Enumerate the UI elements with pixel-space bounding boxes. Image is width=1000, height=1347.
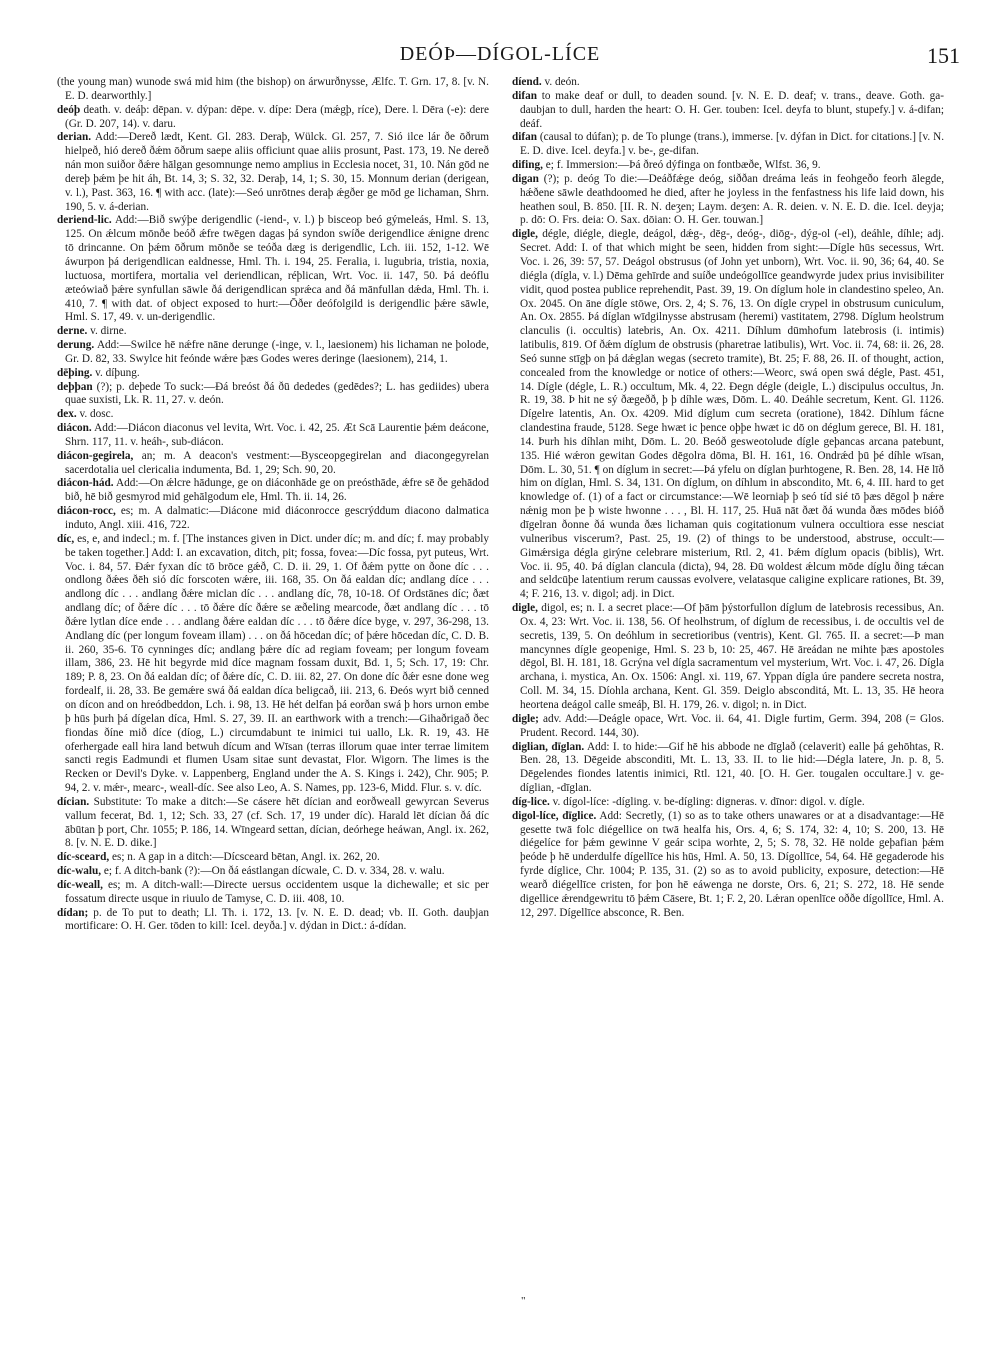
entry-text: Add: I. to hide:—Gif hē his abbode ne dīglað (celaverit) ealle þá gehōhtas, R. Ben. 28, 13. Dēgeide absconditi, Mt. L. 13, 33. II. to lie hid:—Dégla latere, Jn. p. 8, 5. Dēgelendes fiondes latentis inimici, Rtl. 121, 40. [O. H. Ger. tougalen occultare.] v. ge-díglian, -dīglan. <box>520 740 944 795</box>
entry-headword: díend. <box>512 76 542 88</box>
footer-mark: " <box>521 1295 526 1307</box>
entry-text: (?); p. deþede To suck:—Ðá breóst ðá ðū dededes (gedēdes?; L. has gediides) ubera quae suxisti, Lk. R. 11, 27. v. deón. <box>65 380 489 407</box>
dictionary-entry <box>57 76 489 104</box>
dictionary-entry <box>57 907 489 935</box>
entry-headword: difan <box>512 89 538 102</box>
entry-text: digol, es; n. I. a secret place:—Of þām þýstorfullon díglum de latebrosis recessibus, An. Ox. 4, 23: Wrt. Voc. ii. 138, 56. Of heolhstrum, of díglum de recessibus, i. de occultis vel de secretis, 139, 5. On deóhlum in secretioribus (ventris), Kent. Gl. 765. II. a secret:—Þ man mancynnes dígle geopenige, Hml. S. 23 b, 10: 25, 467. Hē āreádan ne mihte þæs apostoles dēgol, Bl. H. 181, 18. Gcrýna vel dígla sacramentum vel mysterium, Wrt. Voc. i. 47, 26. Dígla archana, i. mystica, An. Ox. 1506: Angl. xi. 119, 67. Yppan dígla úre pandere secreta nostra, Coll. M. 34, 15. Díohla archana, Kent. Gl. 359. Deiglo absconditá, Mt. L. 13, 35. Hē heora heortena deágol calle smeáþ, Bl. H. 179, 26. v. digol; n. in Dict. <box>520 602 945 711</box>
dictionary-entry <box>57 796 489 851</box>
entry-text: an; m. A deacon's vestment:—Bysceopgegirelan and diacongegyrelan sacerdotalia uel clericalia indumenta, Bd. 1, 29; Sch. 90, 20. <box>65 449 490 476</box>
dictionary-entry <box>57 104 489 132</box>
entry-headword: deóþ <box>57 103 81 116</box>
entry-headword: díc-sceard, <box>57 851 110 864</box>
entry-text: Add:—On ǽlcre hādunge, ge on diáconhāde ge on preósthāde, ǽfre sē ðe gehādod bið, hē bið gesmyrod mid gehālgodum ele, Hml. Th. ii. 14, 26. <box>65 477 489 504</box>
entry-headword: diácon-hád. <box>57 477 114 490</box>
entry-headword: digol-líce, dīglice. <box>512 809 597 822</box>
page-number: 151 <box>927 43 960 68</box>
entry-text: e; f. A ditch-bank (?):—On ðá eástlangan dícwale, C. D. v. 334, 28. v. walu. <box>103 865 445 878</box>
entry-headword: diácon-gegirela, <box>57 449 134 462</box>
entry-headword: diglian, dīglan. <box>512 740 585 753</box>
entry-text: e; f. Immersion:—Þá ðreó dýfinga on fontbæðe, Wlfst. 36, 9. <box>545 159 821 172</box>
entry-headword: digle, <box>512 228 538 241</box>
entry-text: v. díþung. <box>95 366 140 379</box>
dictionary-entry <box>57 131 489 214</box>
entry-text: (?); p. deóg To die:—Deáðfǽge deóg, siððan dreáma leás in feohgeðo feorh ālegde, hǽðene sāwle deathdoomed he died, after he joyless in the fenfastness his life laid down, his heathen soul, B. 850. [II. R. N. deʒen; Laym. deʒen: A. R. deien. v. N. E. D. die. Icel. deyja; p. dō: O. Frs. deia: O. Sax. dōian: O. H. Ger. touwan.] <box>520 172 945 227</box>
entry-text: v. dosc. <box>79 408 114 421</box>
entry-headword: difing, <box>512 159 543 172</box>
entry-headword: dex. <box>57 408 77 421</box>
entry-text: to make deaf or dull, to deaden sound. [v. N. E. D. deaf; v. trans., deave. Goth. ga-daubjan to dull, harden the heart: O. H. Ger. touben: Icel. deyfa to blunt, stupefy.] v. á-difan; deáf. <box>520 89 944 130</box>
entry-headword: díc-weall, <box>57 878 103 891</box>
entry-text: death. v. deáþ: dēpan. v. dýpan: dēpe. v. dípe: Dera (mǽgþ, ríce), Dere. l. Dēra (-e): dere (Gr. D. 207, 14). v. daru. <box>65 103 489 130</box>
dictionary-entry <box>512 713 944 741</box>
dictionary-entry <box>512 90 944 132</box>
entry-text: es; m. A ditch-wall:—Directe uersus occidentem usque la dichewalle; et sic per fossatum directe usque in riuulo de Tamyse, C. D. iii. 408, 10. <box>65 878 490 905</box>
entry-headword: digan <box>512 172 539 185</box>
entry-text: es; m. A dalmatic:—Diácone mid diáconrocce gescrýddum diacono dalmatica induto, Angl. xiii. 416, 722. <box>65 505 490 531</box>
entry-headword: diácon. <box>57 422 92 435</box>
entry-headword: digle, <box>512 602 538 615</box>
entry-text: Substitute: To make a ditch:—Se cásere hēt dícian and eorðweall gewyrcan Severus vallum fecerat, Bd. 1, 12; Sch. 33, 27 (cf. Sch. 17, 19 under díc). Harald lēt dícian ðá díc ābūtan þ port, Chr. 1055; P. 186, 14. Wīngeard settan, dícian, deórhege heáwan, Angl. ix. 262, 8. [v. N. E. D. dike.] <box>65 795 489 850</box>
entry-text: Add:—Dereð lædt, Kent. Gl. 283. Deraþ, Wülck. Gl. 257, 7. Sió ilce lár ðe ōðrum hielpeð, hió dereð ðǽm ōðrum saepe aliis officiunt quae aliis prosunt, Past. 173, 19. Ne dereð nán mon suiðor ðǽre hālgan gesomnunge nemo amplius in Ecclesia nocet, 31, 10. Nán gōd ne dereþ þǽm þe hit áh, Bt. 14, 3; S. 32, 32. Deraþ, 14, 1; S. 30, 15. Monnum derian (derigean, v. l.), Past. 363, 16. ¶ with acc. (late):—Seó unrōtnes deraþ ǽgðer ge mōd ge lichaman, Shrn. 190, 5. v. á-derian. <box>65 131 489 213</box>
dictionary-entry <box>57 339 489 367</box>
dictionary-entry <box>57 325 489 339</box>
entry-text: es, e, and indecl.; m. f. [The instances given in Dict. under díc; m. and díc; f. may probably be taken together.] Add: I. an excavation, ditch, pit; fossa, fovea:—Díc fossa, pyt puteus, Wrt. Voc. i. 84, 57. Ðǽr fyxan díc tō brōce gǽð, C. D. ii. 29, 1. Of ðǽm pytte on ðone díc . . . ondlong ðǽes ðēh sió díc forscoten wǽre, iii. 168, 35. On ðá ealdan díc; andlang díce . . . andlong díc . . . andlang ðǽre miclan díc . . . andlang díc, 78, 10-18. Of Ordstānes díc; ðæt andlang díc; of ðǽre díc . . . tō ðǽre díc ðǽre se æðeling mearcode, ðæt andlang díc . . . tō ðǽre lytlan díce ende . . . andlang ðǽre ealdan díc . . . tō ðǽre díce byge, v. 297, 36-298, 13. Andlang díc (per longum foveam illam) . . . on ðá hōcedan díc; of þǽre hōcedan díc, C. D. B. ii. 260, 35-6. Tō cynninges díc; andlang þǽre díc ad regiam foveam; per longum foveam illam, 386, 23. Hē hit begyrde mid díce magnam fossam duxit, Bd. 1, 5; Sch. 17, 19: Chr. 189; P. 8, 23. On ðá ealdan díc; of ðǽre díc, C. D. iii. 82, 27. On done díc ðǽr esne done weg fordealf, ii. 28, 33. Be gemǽre swá ðá ealdan díca beligcað, iii. 213, 6. Ðeós wyrt bið cenned on dícon and on hreódbeddon, Lch. i. 98, 13. Hē hét delfan þá eorðan swá þ hors urnon embe þ hūs þurh þá dígelan díca, Hml. S. 27, 39. II. an earthwork with a trench:—Gihaðrigað ðec fiondas ðíne mið díce (díog, L.) circumdabunt te inimici tui uallo, Lk. R. 19, 43. Hē oferhergade eall hira land betwuh dícum and Wīsan (terras illorum quae inter terrae limitem sancti regis Eadmundi et flumen Usam sitae sunt devastat, Flor. Wigorn. The limes is the Recken or Devil's Dyke. v. Lappenberg, England under the A. S. Kings i. 242), Chr. 905; P. 94, 2. v. mǽr-, mearc-, weall-díc. See also Leo, A. S. Names, pp. 123-6, Midd. Flur. s. v. díc. <box>65 532 490 795</box>
dictionary-entry <box>512 76 944 90</box>
entry-text: Add:—Swilce hē nǽfre nāne derunge (-inge, v. l., laesionem) his lichaman ne þolode, Gr. D. 82, 33. Swylce hit feónde wǽre þæs Godes weres deringe (laesionem), 214, 1. <box>65 339 489 365</box>
entry-headword: deþþan <box>57 380 93 393</box>
entry-text: Add: Secretly, (1) so as to take others unawares or at a disadvantage:—Hē gesette twā folc diégellice on twā healfa his, Ors. 4, 6; S. 174, 32: 4, 10; S. 200, 13. Hē diégelíce for þǽm gewinne V geár scipa worhte, 2, 5; S. 78, 32. Hē nolde geþafian þǽm þeóde þ hē underdulfe dígellīce his hūs, Hml. A. 50, 13. Dígollīce, 54, 64. Hē gegaderode his fyrde díglice, Chr. 1004; P. 135, 31. (2) so as to avoid publicity, exposure, detection:—Hē wearð diégellīce cristen, for þon hē eáwenga ne dorste, Ors. 6, 21; S. 272, 18. Hē sende digellice ǽrendgewritu tō þǽm Cāsere, Bt. 1; F. 2, 20. Lǽran openlīce oððe dígollīce, Hml. A. 12, 297. Dígellīce absconce, R. Ben. <box>520 809 944 919</box>
dictionary-entry <box>57 408 489 422</box>
entry-text: v. dirne. <box>90 325 127 338</box>
right-column <box>512 76 944 920</box>
entry-headword: díc-walu, <box>57 865 102 878</box>
dictionary-entry <box>57 533 489 796</box>
page-header <box>40 43 960 73</box>
entry-headword: dēþing. <box>57 366 93 379</box>
dictionary-entry <box>57 505 489 533</box>
entry-headword: derung. <box>57 339 95 352</box>
entry-headword: deriend-lic. <box>57 214 112 227</box>
entry-text: adv. Add:—Deágle opace, Wrt. Voc. ii. 64, 41. Digle furtim, Germ. 394, 208 (= Glos. Prudent. Record. 144, 30). <box>520 712 945 739</box>
entry-text: (causal to dúfan); p. de To plunge (trans.), immerse. [v. dýfan in Dict. for citations.] [v. N. E. D. dive. Icel. deyfa.] v. be-, ge-difan. <box>520 131 945 158</box>
entry-text: dégle, diégle, diegle, deágol, dǽg-, dēg-, deóg-, diōg-, dýg-ol (-el), deáhle, díhle; adj. Secret. Add: I. of that which might be seen, hidden from sight:—Dígle hūs secessus, Wrt. Voc. i. 26, 39: 57, 57. Deágol obstrusus (of John yet unborn), Wrt. Voc. ii. 90, 36; 64, 40. Se diégla (dígla, v. l.) Dēma gehīrde and suíðe undeógollīce geandwyrde judex prius invisibiliter vidit, quod postea publice reprehendit, Past. 39, 19. On díglum hole in clandestino speleo, An. Ox. 2045. On āne dígle stōwe, Ors. 2, 4; S. 76, 13. On dígle crypel in obstrusum cuniculum, An. Ox. 2855. Þá díglan wīdgilnysse abstrusam (heremi) vastitatem, 2798. Díglum heolstrum clanculis (i. occultis) latebris, An. Ox. 4211. Díhlum dūmhofum latebrosis (i. intimis) latibulis, 819. Of ðǽm díglum de obstrusis (pharetrae latibulis), Wrt. Voc. ii. 74, 68: ii. 26, 28. Seó sunne stīgþ on þá dǽglan wegas (secreto tramite), Bt. 25; F. 88, 26. II. of thought, action, concealed from the knowledge or notice of others:—Weorc, swá open swá dégle, Past. 451, 14. Dígle (dégle, L. R.) occultum, Mk. 4, 22. Ðegn dégle (deigle, L.) discipulus occultus, Jn. R. 19, 38. Þ hit ne sý ðægeðð, þ þ díhle wæs, Dōm. L. 40. Deáhle secretum, Kent. Gl. 1126. Dígelre latentis, An. Ox. 4209. Mid díglum cum secreta (oratione), 1842. Díhlum fácne clandestina fraude, 5128. Sege hwæt ic þence oþþe hwæt ic dō on déglum gerece, Bl. H. 181, 14. Þurh his díhlan miht, Dōm. L. 20. Beóð gesweotolude dígle geþancas arcana patebunt, 135. Hié wǽron gewitan Godes dēgolra dōma, Bl. H. 161, 16. Ondrǽd þū þé díhle wīsan, Dōm. L. 30, 51. ¶ on díglum in secret:—Þá yfelu on díglan þurhtogene, R. Ben. 28, 14. Hē līð him on díglan, Hml. S. 34, 131. On díglum, on díhlum in abscondito, Mt. 6, 4. III. hard to get knowledge of. (1) of a fact or circumstance:—Wē leorniaþ þ seó tíd sié tō þæs dēgol þ nǽre nǽnig mon þe þ wiste hwonne . . . , Bl. H. 117, 25. Huā nāt ðæt ðá wunda ðæs mōdes bióð dīgelran ðonne ðá wunda ðæs lichaman quis cogitationum vulnera occultiora esse nesciat vulneribus viscerum?, Past. 25, 19. (2) of things to be understood, abstruse, occult:—Gimǽrsiga dégla girýne celebrare misterium, Rtl. 2, 41. Þǽm díglum opacis (biblis), Wrt. Voc. ii. 95, 40. Þá díglan clancula (dicta), 94, 28. Ðū woldest ǽlcum mōde díglu ðing tǽcan and seldcūþe latentium rerum caussas evolvere, velatasque caligine explicare rationes, Bt. 39, 4; F. 216, 13. v. digol; adj. in Dict. <box>520 228 944 601</box>
entry-text: p. de To put to death; Ll. Th. i. 172, 13. [v. N. E. D. dead; vb. II. Goth. dauþjan mortificare: O. H. Ger. tōden to kill: Icel. deyða.] v. dýdan in Dict.: á-dídan. <box>65 906 490 933</box>
dictionary-entry <box>57 450 489 478</box>
entry-headword: difan <box>512 131 538 144</box>
entry-text: Add:—Bið swýþe derigendlic (-iend-, v. l.) þ bisceop beó gýmeleás, Hml. S. 13, 125. On ǽlcum mōnðe beóð ǽfre twēgen dagas þá syndon swíðe derigendlice ǽnigne drenc tō drincanne. On þǽm ōðrum mōnðe se teóða dæg is derigendlic, Lch. iii. 152, 1-12. Wē áwurpon þá derigendlican ealdnesse, Hml. Th. i. 194, 25. Feralia, i. lugubria, tristia, noxia, luctuosa, mortifera, mortalia vel deriendlican, réþlican, Wrt. Voc. ii. 147, 50. Þá deóflu æteówiað þǽre synfullan sāwle ðá derigendlican sprǽca and ðá mānfullan dǽda, Hml. Th. i. 410, 7. ¶ with dat. of object exposed to hurt:—Ōðer deófolgild is derigendlic þǽre sāwle, Hml. S. 17, 49. v. un-derigendlic. <box>65 214 489 324</box>
dictionary-entry <box>512 173 944 228</box>
dictionary-entry <box>512 131 944 159</box>
entry-headword: díc, <box>57 532 75 545</box>
entry-text: Add:—Diácon diaconus vel levita, Wrt. Voc. i. 42, 25. Æt Scā Laurentie þǽm deácone, Shrn. 117, 11. v. heáh-, sub-diácon. <box>65 422 489 448</box>
dictionary-entry <box>57 367 489 381</box>
dictionary-entry <box>57 477 489 505</box>
dictionary-entry <box>57 214 489 325</box>
running-head: DEÓÞ—DÍGOL-LÍCE <box>399 43 601 65</box>
dictionary-entry <box>512 810 944 921</box>
dictionary-entry <box>57 422 489 450</box>
entry-headword: dícian. <box>57 795 90 808</box>
entry-headword: derian. <box>57 131 92 144</box>
dictionary-entry <box>57 879 489 907</box>
entry-text: v. deón. <box>544 76 580 88</box>
dictionary-entry <box>57 865 489 879</box>
dictionary-entry <box>512 228 944 602</box>
dictionary-entry <box>512 602 944 713</box>
entry-headword: digle; <box>512 712 539 725</box>
entry-text: es; n. A gap in a ditch:—Dícsceard bētan, Angl. ix. 262, 20. <box>112 851 380 864</box>
left-column <box>57 76 489 934</box>
entry-text: (the young man) wunode swá mid him (the bishop) on árwurðnysse, Ælfc. T. Grn. 17, 8. [v. N. E. D. dearworthly.] <box>57 76 489 102</box>
entry-headword: diácon-rocc, <box>57 505 116 518</box>
dictionary-entry <box>57 851 489 865</box>
dictionary-entry <box>512 159 944 173</box>
entry-headword: díg-lice. <box>512 795 550 808</box>
entry-text: v. dígol-líce: -dígling. v. be-dígling: digneras. v. dīnor: digol. v. dígle. <box>552 795 865 808</box>
entry-headword: dídan; <box>57 906 89 919</box>
dictionary-entry <box>512 741 944 796</box>
entry-headword: derne. <box>57 325 88 338</box>
dictionary-entry <box>512 796 944 810</box>
dictionary-entry <box>57 381 489 409</box>
